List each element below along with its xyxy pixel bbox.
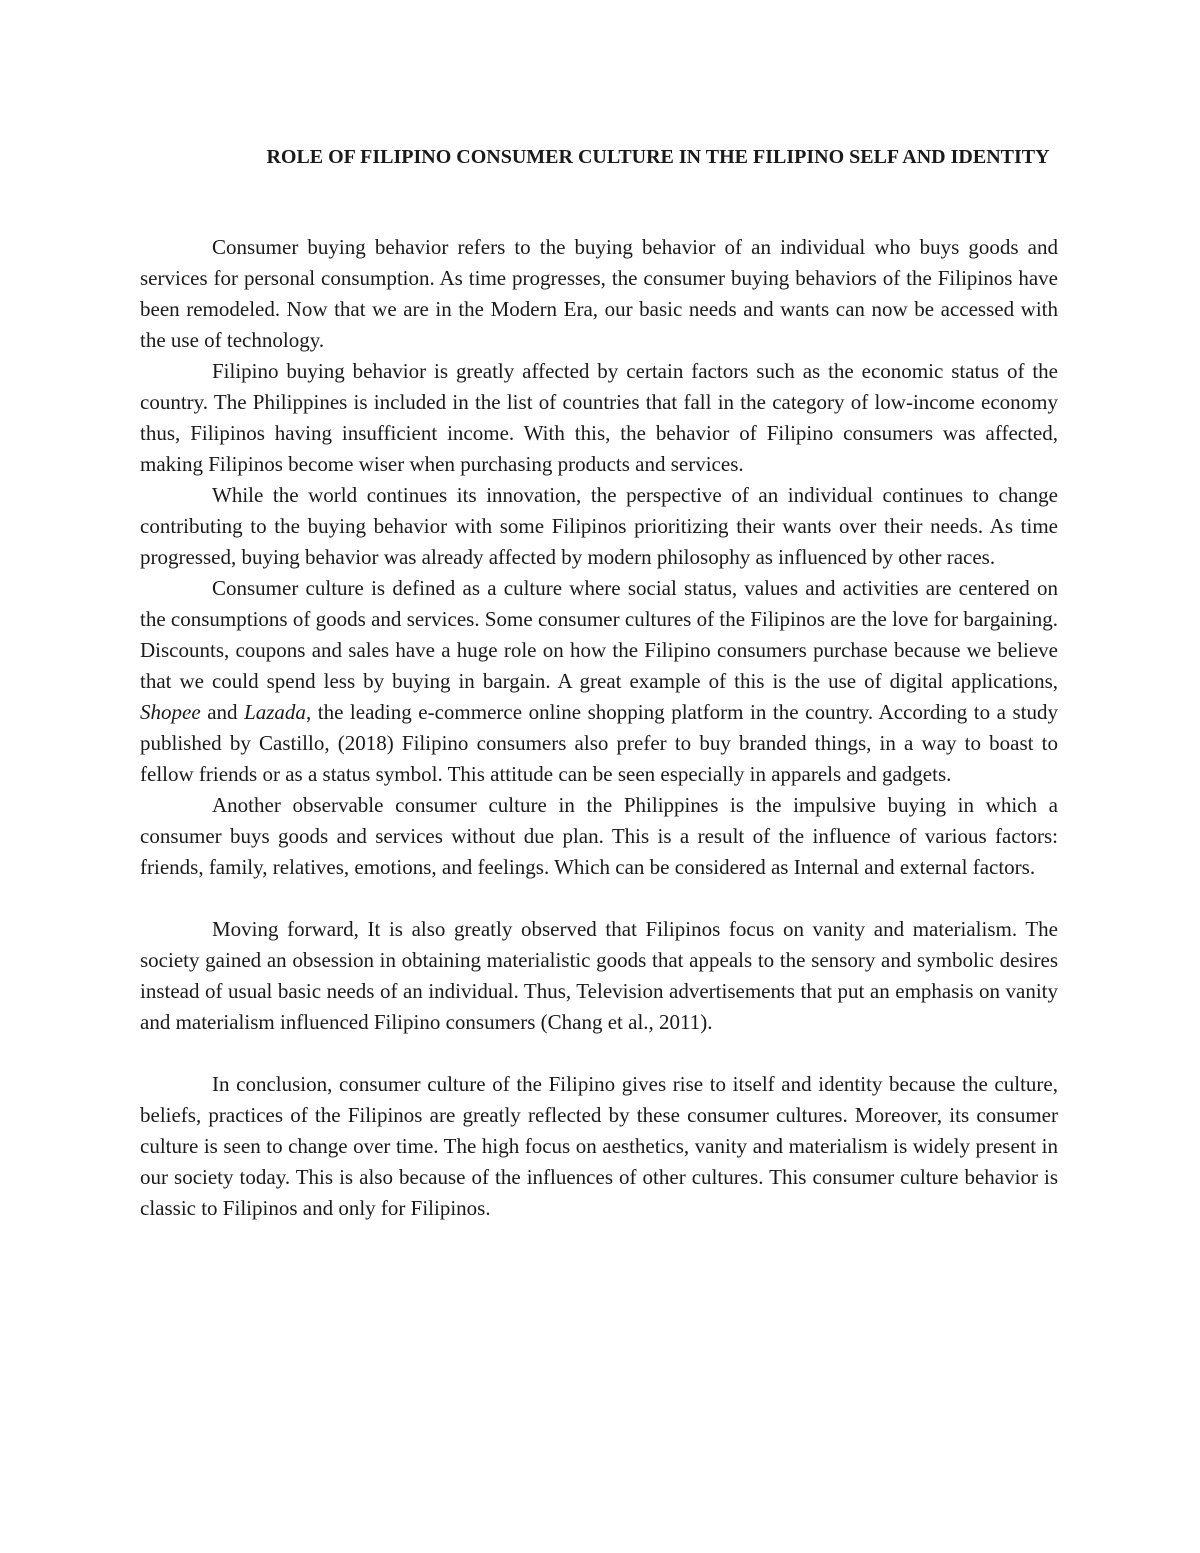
paragraph-consumer-buying-behavior: Consumer buying behavior refers to the buying behavior of an individual who buys goods and services for personal consumption. As time progresses, the consumer buying behaviors of the Filipinos have been remodeled. Now that we are in the Modern Era, our basic needs and wants can now be accessed with the use of technology. bbox=[140, 235, 1058, 352]
document-body bbox=[140, 232, 1058, 1224]
paragraph-vanity-materialism: Moving forward, It is also greatly observed that Filipinos focus on vanity and materialism. The society gained an obsession in obtaining materialistic goods that appeals to the sensory and symbolic desires instead of usual basic needs of an individual. Thus, Television advertisements that put an emphasis on vanity and materialism influenced Filipino consumers (Chang et al., 2011). bbox=[140, 917, 1058, 1034]
document-title: ROLE OF FILIPINO CONSUMER CULTURE IN THE FILIPINO SELF AND IDENTITY bbox=[266, 146, 1050, 168]
paragraph-impulsive-buying: Another observable consumer culture in the Philippines is the impulsive buying in which a consumer buys goods and services without due plan. This is a result of the influence of various factors: friends, family, relatives, emotions, and feelings. Which can be considered as Internal and external factors. bbox=[140, 793, 1058, 879]
paragraph-filipino-buying-behavior: Filipino buying behavior is greatly affected by certain factors such as the economic status of the country. The Philippines is included in the list of countries that fall in the category of low-income economy thus, Filipinos having insufficient income. With this, the behavior of Filipino consumers was affected, making Filipinos become wiser when purchasing products and services. bbox=[140, 359, 1058, 476]
shopee-app-name: Shopee bbox=[140, 700, 201, 724]
lazada-app-name: Lazada bbox=[244, 700, 306, 724]
paragraph-text: and bbox=[200, 700, 245, 724]
paragraph-consumer-culture-definition bbox=[140, 573, 1058, 790]
paragraph-world-innovation: While the world continues its innovation, the perspective of an individual continues to change contributing to the buying behavior with some Filipinos prioritizing their wants over their needs. As time progressed, buying behavior was already affected by modern philosophy as influenced by other races. bbox=[140, 483, 1058, 569]
paragraph-text: Consumer culture is defined as a culture where social status, values and activities are centered on the consumptions of goods and services. Some consumer cultures of the Filipinos are the love for bargaining. Discounts, coupons and sales have a huge role on how the Filipino consumers purchase because we believe that we could spend less by buying in bargain. A great example of this is the use of digital applications, bbox=[140, 576, 1058, 693]
paragraph-text: , the leading e-commerce online shopping platform in the country. According to a study published by Castillo, (2018) Filipino consumers also prefer to buy branded things, in a way to boast to fellow friends or as a status symbol. This attitude can be seen especially in apparels and gadgets. bbox=[140, 700, 1058, 786]
paragraph-conclusion: In conclusion, consumer culture of the Filipino gives rise to itself and identity because the culture, beliefs, practices of the Filipinos are greatly reflected by these consumer cultures. Moreover, its consumer culture is seen to change over time. The high focus on aesthetics, vanity and materialism is widely present in our society today. This is also because of the influences of other cultures. This consumer culture behavior is classic to Filipinos and only for Filipinos. bbox=[140, 1072, 1058, 1220]
